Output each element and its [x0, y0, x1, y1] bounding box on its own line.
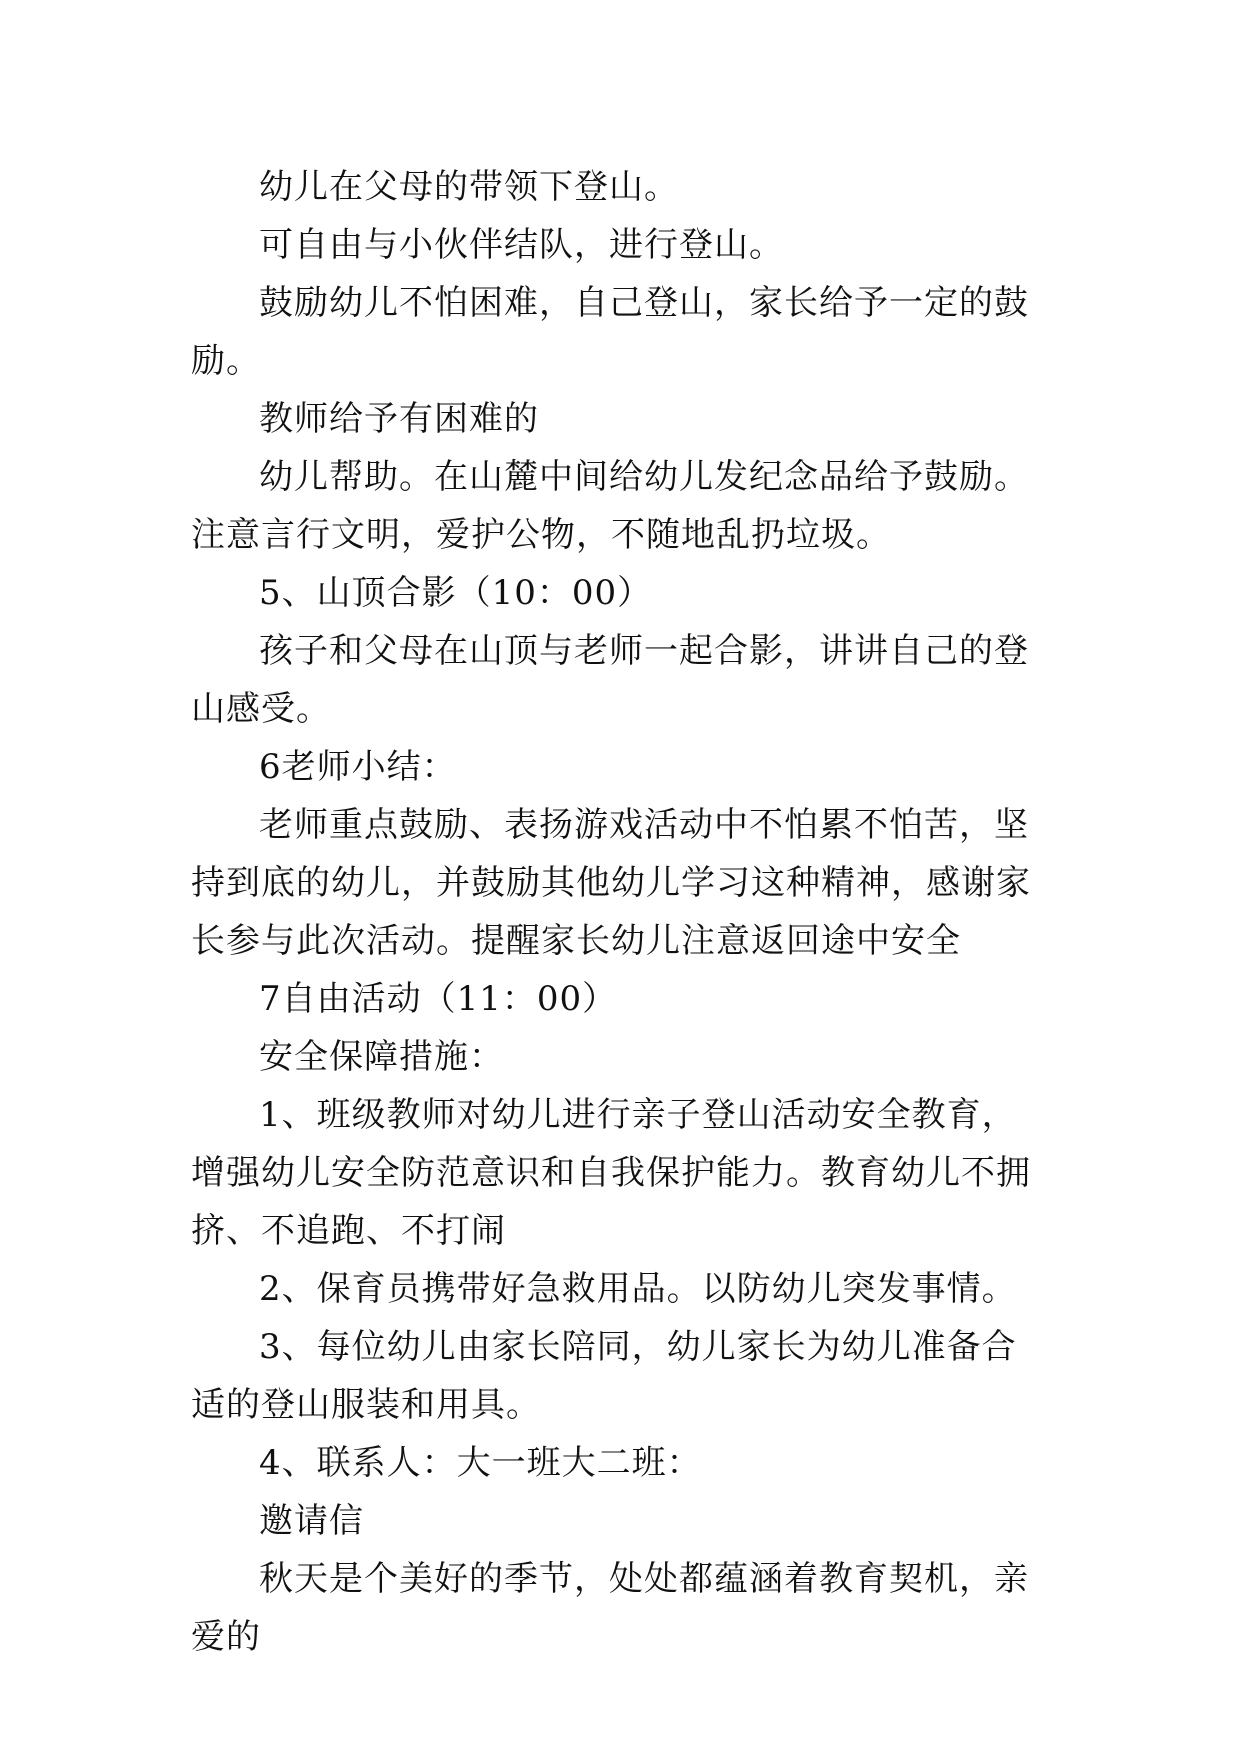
section-heading-safety-measures: 安全保障措施：	[259, 1037, 504, 1077]
section-heading-invitation: 邀请信	[259, 1501, 364, 1541]
paragraph-help-and-souvenirs: 幼儿帮助。在山麓中间给幼儿发纪念品给予鼓励。注意言行文明，爱护公物，不随地乱扔垃圾。	[191, 457, 1029, 555]
section-heading-summit-photo: 5、山顶合影（10：00）	[259, 573, 653, 613]
paragraph-teacher-summary: 老师重点鼓励、表扬游戏活动中不怕累不怕苦，坚持到底的幼儿，并鼓励其他幼儿学习这种精神，感谢家长参与此次活动。提醒家长幼儿注意返回途中安全	[191, 805, 1031, 961]
paragraph-climb-with-parents: 幼儿在父母的带领下登山。	[259, 167, 679, 207]
paragraph-invitation-opening: 秋天是个美好的季节，处处都蕴涵着教育契机，亲爱的	[191, 1559, 1029, 1657]
safety-item-2: 2、保育员携带好急救用品。以防幼儿突发事情。	[259, 1269, 1017, 1309]
section-heading-free-activity: 7自由活动（11：00）	[259, 979, 618, 1019]
paragraph-summit-photo: 孩子和父母在山顶与老师一起合影，讲讲自己的登山感受。	[191, 631, 1029, 729]
safety-item-4-contacts: 4、联系人：大一班大二班：	[259, 1443, 702, 1483]
paragraph-teacher-help: 教师给予有困难的	[259, 399, 539, 439]
paragraph-team-with-friends: 可自由与小伙伴结队，进行登山。	[259, 225, 784, 265]
paragraph-encourage-children: 鼓励幼儿不怕困难，自己登山，家长给予一定的鼓励。	[191, 283, 1029, 381]
document-body	[191, 158, 1051, 1666]
safety-item-1: 1、班级教师对幼儿进行亲子登山活动安全教育，增强幼儿安全防范意识和自我保护能力。教育幼儿不拥挤、不追跑、不打闹	[191, 1095, 1031, 1251]
section-heading-teacher-summary: 6老师小结：	[259, 747, 457, 787]
safety-item-3: 3、每位幼儿由家长陪同，幼儿家长为幼儿准备合适的登山服装和用具。	[191, 1327, 1017, 1425]
